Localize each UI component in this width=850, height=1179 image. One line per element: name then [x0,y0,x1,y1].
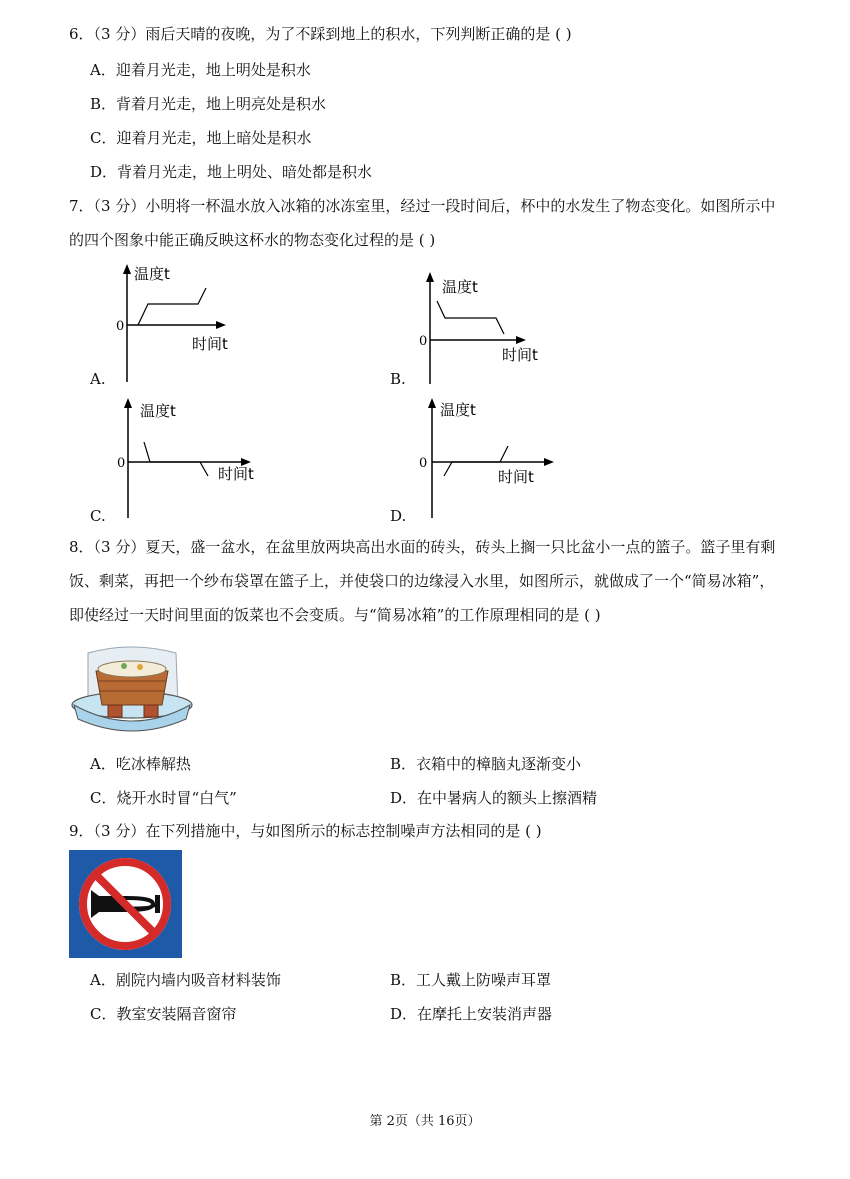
graph-d-y-arrow [428,398,436,408]
graph-a-origin: 0 [116,319,125,334]
q7-stem-line2: 的四个图象中能正确反映这杯水的物态变化过程的是 ( ) [69,231,436,249]
graph-b-x-arrow [516,336,526,344]
graph-a [80,262,260,387]
q9-option-c: C．教室安装隔音窗帘 [90,1005,237,1023]
graph-a-y-arrow [123,264,131,274]
brick-left [108,705,122,717]
graph-b [400,272,560,387]
graph-c [110,396,270,520]
vegetable-2 [137,664,143,670]
q8-option-d: D．在中暑病人的额头上擦酒精 [390,789,598,807]
graph-d-x-label: 时间t [498,468,534,486]
graph-b-y-label: 温度t [442,278,478,296]
graph-c-x-label: 时间t [218,465,254,483]
graph-b-x-label: 时间t [502,346,538,364]
graph-d-x-arrow [544,458,554,466]
food-in-basket [98,661,166,677]
simple-fridge-illustration [70,645,195,737]
simple-fridge-svg [70,645,195,737]
graph-a-svg [80,262,260,387]
graph-b-y-arrow [426,272,434,282]
q9-option-a: A．剧院内墙内吸音材料装饰 [90,971,281,989]
graph-a-curve [138,288,206,325]
graph-c-origin: 0 [117,456,126,471]
q6-stem: 6．（3 分）雨后天晴的夜晚，为了不踩到地上的积水，下列判断正确的是 ( ) [69,25,572,43]
q7-option-d: D. [390,507,407,525]
q7-option-b: B. [390,370,406,388]
graph-d-y-label: 温度t [440,401,476,419]
q8-option-c: C．烧开水时冒“白气” [90,789,237,807]
graph-a-y-label: 温度t [134,265,170,283]
q8-option-b: B．衣箱中的樟脑丸逐渐变小 [390,755,582,773]
graph-d-origin: 0 [419,456,428,471]
vegetable-1 [121,663,127,669]
q8-option-a: A．吃冰棒解热 [90,755,191,773]
q7-option-c: C. [90,507,106,525]
graph-b-svg [400,272,560,387]
graph-a-x-label: 时间t [192,335,228,353]
q6-option-a: A．迎着月光走，地上明处是积水 [90,61,311,79]
brick-right [144,705,158,717]
graph-b-origin: 0 [419,334,428,349]
q8-stem-line1: 8．（3 分）夏天，盛一盆水，在盆里放两块高出水面的砖头，砖头上搁一只比盆小一点的篮子。篮子里有剩 [69,538,776,556]
graph-c-svg [110,396,270,520]
graph-c-y-arrow [124,398,132,408]
graph-c-y-label: 温度t [140,402,176,420]
q6-option-b: B．背着月光走，地上明亮处是积水 [90,95,327,113]
q7-stem-line1: 7．（3 分）小明将一杯温水放入冰箱的冰冻室里，经过一段时间后，杯中的水发生了物态变化。如图所示中 [69,197,776,215]
q9-stem: 9．（3 分）在下列措施中，与如图所示的标志控制噪声方法相同的是 ( ) [69,822,542,840]
graph-d [410,396,570,520]
no-horn-sign [69,850,182,958]
q9-option-b: B．工人戴上防噪声耳罩 [390,971,552,989]
q7-option-a: A. [90,370,106,388]
graph-a-x-arrow [216,321,226,329]
graph-d-svg [410,396,570,520]
q8-stem-line2: 饭、剩菜，再把一个纱布袋罩在篮子上，并使袋口的边缘浸入水里，如图所示，就做成了一个“简易冰箱”， [69,572,775,590]
q8-stem-line3: 即使经过一天时间里面的饭菜也不会变质。与“简易冰箱”的工作原理相同的是 ( ) [69,606,601,624]
page-footer: 第 2页（共 16页） [369,1114,481,1129]
q9-option-d: D．在摩托上安装消声器 [390,1005,553,1023]
graph-c-curve [144,442,208,476]
q6-option-c: C．迎着月光走，地上暗处是积水 [90,129,312,147]
graph-b-curve [437,301,504,334]
no-horn-sign-svg [69,850,182,958]
q6-option-d: D．背着月光走，地上明处、暗处都是积水 [90,163,373,181]
